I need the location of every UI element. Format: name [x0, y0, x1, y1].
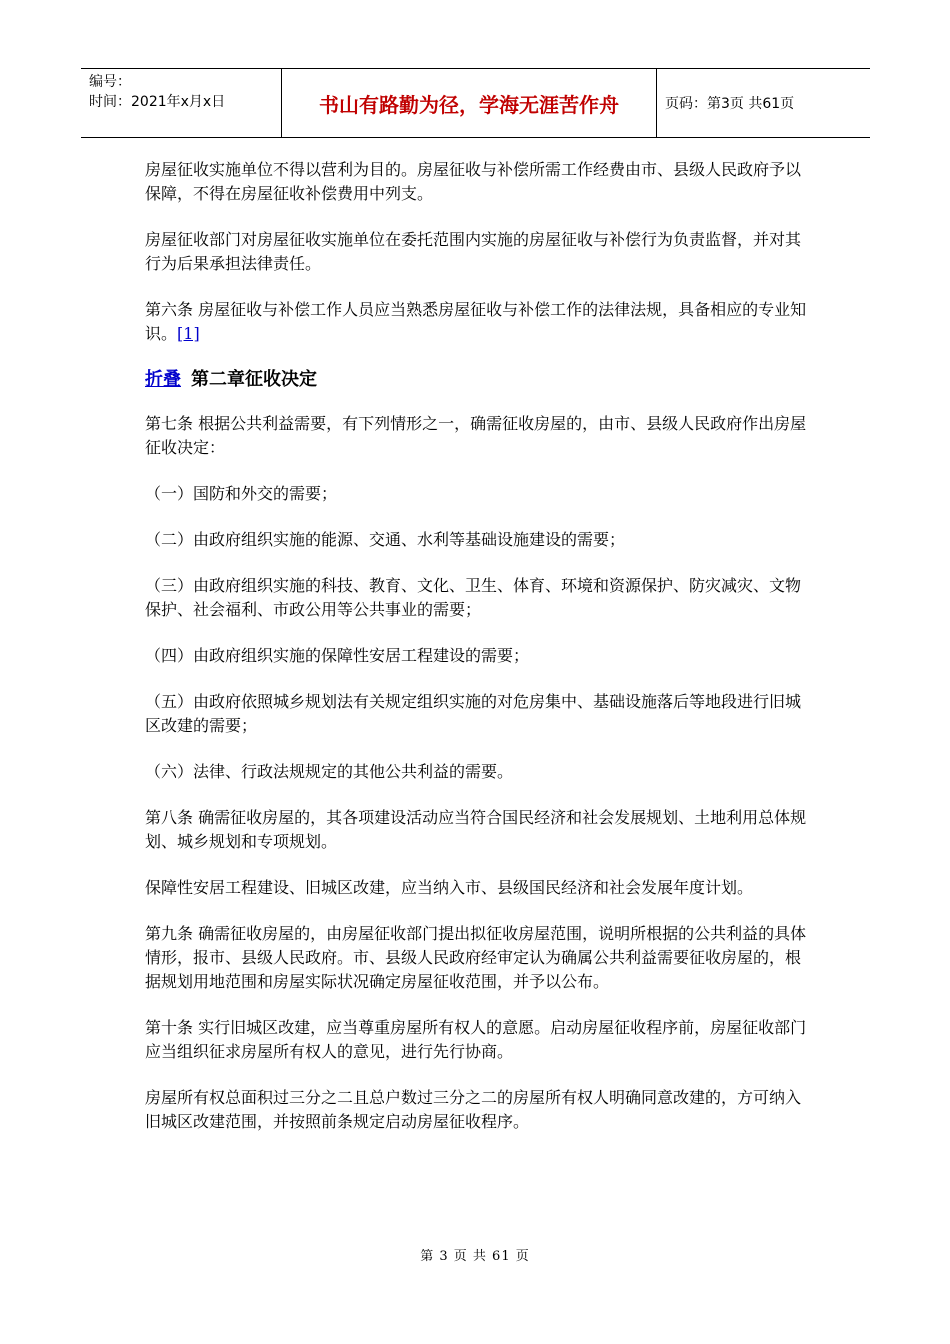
reference-link[interactable]: [1] — [177, 324, 200, 343]
paragraph: 房屋所有权总面积过三分之二且总户数过三分之二的房屋所有权人明确同意改建的，方可纳入旧城区改建范围，并按照前条规定启动房屋征收程序。 — [145, 1088, 802, 1131]
header-motto: 书山有路勤为径，学海无涯苦作舟 — [282, 69, 657, 137]
paragraph — [145, 298, 810, 346]
fold-link[interactable]: 折叠 — [145, 369, 181, 390]
header-page-info: 页码：第3页 共61页 — [665, 96, 795, 112]
page-header — [81, 68, 870, 138]
paragraph: 第七条 根据公共利益需要，有下列情形之一，确需征收房屋的，由市、县级人民政府作出房屋征收决定： — [145, 414, 807, 457]
list-item: （四）由政府组织实施的保障性安居工程建设的需要； — [145, 646, 530, 665]
section-heading — [145, 368, 810, 392]
paragraph: 第十条 实行旧城区改建，应当尊重房屋所有权人的意愿。启动房屋征收程序前，房屋征收部门应当组织征求房屋所有权人的意见，进行先行协商。 — [145, 1018, 807, 1061]
page-footer: 第 3 页 共 61 页 — [420, 1249, 530, 1264]
list-item: （三）由政府组织实施的科技、教育、文化、卫生、体育、环境和资源保护、防灾减灾、文物保护、社会福利、市政公用等公共事业的需要； — [145, 576, 802, 619]
list-item: （二）由政府组织实施的能源、交通、水利等基础设施建设的需要； — [145, 530, 626, 549]
list-item: （一）国防和外交的需要； — [145, 484, 338, 503]
paragraph: 保障性安居工程建设、旧城区改建，应当纳入市、县级国民经济和社会发展年度计划。 — [145, 878, 754, 897]
header-meta — [81, 69, 282, 137]
document-body — [145, 158, 810, 1156]
paragraph-text: 第六条 房屋征收与补偿工作人员应当熟悉房屋征收与补偿工作的法律法规，具备相应的专业知识。 — [145, 300, 807, 343]
paragraph: 房屋征收部门对房屋征收实施单位在委托范围内实施的房屋征收与补偿行为负责监督，并对其行为后果承担法律责任。 — [145, 230, 802, 273]
paragraph: 第九条 确需征收房屋的，由房屋征收部门提出拟征收房屋范围，说明所根据的公共利益的具体情形，报市、县级人民政府。市、县级人民政府经审定认为确属公共利益需要征收房屋的，根据规划用地范围和房屋实际状况确定房屋征收范围，并予以公布。 — [145, 924, 807, 991]
time-label: 时间：2021年x月x日 — [89, 94, 226, 110]
paragraph: 房屋征收实施单位不得以营利为目的。房屋征收与补偿所需工作经费由市、县级人民政府予以保障，不得在房屋征收补偿费用中列支。 — [145, 160, 802, 203]
section-title: 第二章征收决定 — [191, 369, 317, 390]
list-item: （六）法律、行政法规规定的其他公共利益的需要。 — [145, 762, 514, 781]
list-item: （五）由政府依照城乡规划法有关规定组织实施的对危房集中、基础设施落后等地段进行旧城区改建的需要； — [145, 692, 802, 735]
paragraph: 第八条 确需征收房屋的，其各项建设活动应当符合国民经济和社会发展规划、土地利用总体规划、城乡规划和专项规划。 — [145, 808, 807, 851]
number-label: 编号： — [89, 74, 131, 90]
